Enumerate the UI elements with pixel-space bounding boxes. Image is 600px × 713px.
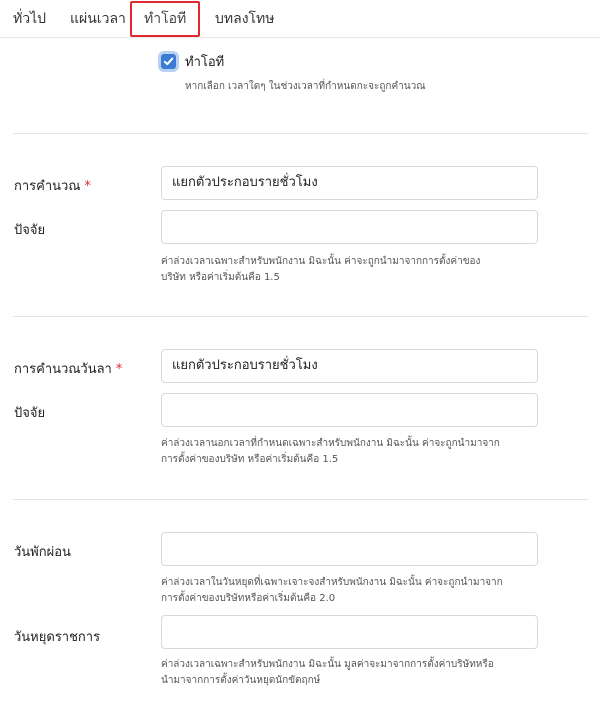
overtime-checkbox-label[interactable]: ทำโอที <box>185 55 225 70</box>
tab-overtime[interactable]: ทำโอที <box>130 1 200 37</box>
required-mark: * <box>84 179 91 194</box>
public-holiday-input[interactable] <box>161 615 538 649</box>
leave-factor-help <box>161 436 551 468</box>
leave-calculation-input[interactable]: แยกตัวประกอบรายชั่วโมง <box>161 349 538 383</box>
factor-label: ปัจจัย <box>14 223 46 238</box>
public-holiday-help <box>161 657 551 689</box>
rest-day-help <box>161 575 551 607</box>
leave-calculation-label <box>14 358 122 379</box>
factor-help <box>161 254 551 286</box>
public-holiday-label: วันหยุดราชการ <box>14 630 101 645</box>
factor-help-line: บริษัท หรือค่าเริ่มต้นคือ 1.5 <box>161 272 280 283</box>
rest-day-help-line: ค่าล่วงเวลาในวันหยุดที่เฉพาะเจาะจงสำหรับพนักงาน มิฉะนั้น ค่าจะถูกนำมาจาก <box>161 577 503 588</box>
overtime-checkbox[interactable] <box>161 54 176 69</box>
leave-factor-help-line: ค่าล่วงเวลานอกเวลาที่กำหนดเฉพาะสำหรับพนักงาน มิฉะนั้น ค่าจะถูกนำมาจาก <box>161 438 500 449</box>
tab-timesheet[interactable]: แผ่นเวลา <box>70 11 126 27</box>
public-holiday-help-line: ค่าล่วงเวลาเฉพาะสำหรับพนักงาน มิฉะนั้น มูลค่าจะมาจากการตั้งค่าบริษัทหรือ <box>161 659 494 670</box>
leave-factor-input[interactable] <box>161 393 538 427</box>
leave-calculation-label-text: การคำนวณวันลา <box>14 362 112 377</box>
leave-factor-help-line: การตั้งค่าของบริษัท หรือค่าเริ่มต้นคือ 1.5 <box>161 454 339 465</box>
check-icon <box>163 56 174 67</box>
leave-factor-label: ปัจจัย <box>14 406 46 421</box>
divider <box>13 499 588 500</box>
rest-day-label: วันพักผ่อน <box>14 545 71 560</box>
calculation-label-text: การคำนวณ <box>14 179 81 194</box>
required-mark: * <box>115 362 123 377</box>
factor-help-line: ค่าล่วงเวลาเฉพาะสำหรับพนักงาน มิฉะนั้น ค่าจะถูกนำมาจากการตั้งค่าของ <box>161 256 481 267</box>
rest-day-help-line: การตั้งค่าของบริษัทหรือค่าเริ่มต้นคือ 2.0 <box>161 593 336 604</box>
tab-general[interactable]: ทั่วไป <box>13 11 47 27</box>
factor-input[interactable] <box>161 210 538 244</box>
tab-bar <box>0 0 600 38</box>
public-holiday-help-line: นำมาจากการตั้งค่าวันหยุดนักขัตฤกษ์ <box>161 675 321 686</box>
divider <box>13 316 588 317</box>
rest-day-input[interactable] <box>161 532 538 566</box>
divider <box>13 133 588 134</box>
calculation-label <box>14 175 91 196</box>
overtime-checkbox-help: หากเลือก เวลาใดๆ ในช่วงเวลาที่กำหนดกะจะถูกคำนวณ <box>185 81 426 92</box>
tab-penalties[interactable]: บทลงโทษ <box>215 11 275 27</box>
calculation-input[interactable]: แยกตัวประกอบรายชั่วโมง <box>161 166 538 200</box>
